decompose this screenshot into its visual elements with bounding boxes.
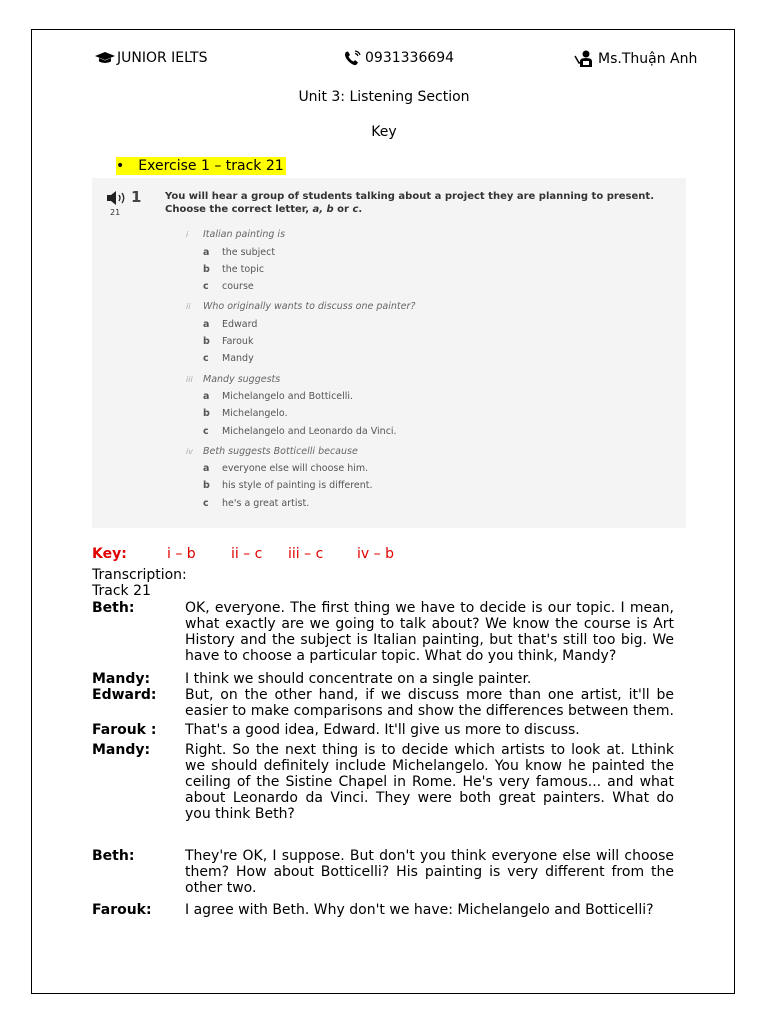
header-brand bbox=[95, 50, 207, 66]
key-answer-2: ii – c bbox=[231, 546, 263, 562]
option-iv-a: a everyone else will choose him. bbox=[203, 463, 369, 474]
key-answer-4: iv – b bbox=[357, 546, 394, 562]
track-label: Track 21 bbox=[92, 583, 151, 599]
speaker-name: Beth: bbox=[92, 600, 135, 616]
exercise-heading bbox=[116, 157, 286, 175]
key-answer-3: iii – c bbox=[288, 546, 324, 562]
instruction-line-1: You will hear a group of students talking about a project they are planning to present. bbox=[165, 191, 654, 202]
speaker-name: Mandy: bbox=[92, 671, 151, 687]
phone-icon bbox=[343, 50, 363, 66]
speaker-name: Beth: bbox=[92, 848, 135, 864]
option-ii-a: a Edward bbox=[203, 319, 258, 330]
graduation-cap-icon bbox=[95, 52, 115, 64]
exercise-number: 1 bbox=[131, 188, 142, 206]
track-number: 21 bbox=[110, 208, 121, 217]
page-subtitle: Key bbox=[371, 124, 397, 140]
question-iv: iv Beth suggests Botticelli because bbox=[186, 446, 358, 457]
book-excerpt bbox=[92, 178, 686, 528]
exercise-title: Exercise 1 – track 21 bbox=[138, 158, 284, 174]
option-iii-a: a Michelangelo and Botticelli. bbox=[203, 391, 354, 402]
option-iv-b: b his style of painting is different. bbox=[203, 480, 373, 491]
key-label: Key: bbox=[92, 546, 127, 562]
option-i-b: b the topic bbox=[203, 264, 265, 275]
teacher-name: Ms.Thuận Anh bbox=[598, 51, 698, 67]
header-teacher bbox=[574, 50, 697, 68]
option-ii-b: b Farouk bbox=[203, 336, 254, 347]
speaker-name: Farouk: bbox=[92, 902, 152, 918]
speaker-name: Farouk : bbox=[92, 722, 157, 738]
header-phone bbox=[343, 50, 454, 66]
transcription-label: Transcription: bbox=[92, 567, 187, 583]
instruction-line-2: Choose the correct letter, a, b or c. bbox=[165, 204, 363, 215]
question-ii: ii Who originally wants to discuss one painter? bbox=[186, 301, 416, 312]
speech-text: I agree with Beth. Why don't we have: Michelangelo and Botticelli? bbox=[185, 902, 654, 918]
speech-text: They're OK, I suppose. But don't you think everyone else will choose them? How about Botticelli? His painting is very different from the other two. bbox=[185, 848, 674, 896]
brand-label: JUNIOR IELTS bbox=[117, 50, 208, 66]
instructions bbox=[165, 190, 665, 216]
page-title: Unit 3: Listening Section bbox=[298, 89, 470, 105]
phone-number: 0931336694 bbox=[365, 50, 455, 66]
option-ii-c: c Mandy bbox=[203, 353, 254, 364]
speech-text: OK, everyone. The first thing we have to decide is our topic. I mean, what exactly are we going to talk about? We know the course is Art History and the subject is Italian painting, but that's still too big. We have to choose a particular topic. What do you think, Mandy? bbox=[185, 600, 674, 664]
question-i: i Italian painting is bbox=[186, 229, 286, 240]
speaker-name: Mandy: bbox=[92, 742, 151, 758]
speaker-name: Edward: bbox=[92, 687, 157, 703]
speech-text: That's a good idea, Edward. It'll give us more to discuss. bbox=[185, 722, 580, 738]
option-iv-c: c he's a great artist. bbox=[203, 498, 310, 509]
speaker-icon bbox=[106, 191, 128, 205]
exercise-highlight bbox=[116, 157, 286, 175]
speech-text: Right. So the next thing is to decide which artists to look at. Lthink we should definitely include Michelangelo. You know he painted the ceiling of the Sistine Chapel in Rome. He's very famous... and what about Leonardo da Vinci. They were both great painters. What do you think Beth? bbox=[185, 742, 674, 822]
option-i-c: c course bbox=[203, 281, 254, 292]
bullet-icon: • bbox=[116, 158, 125, 174]
question-iii: iii Mandy suggests bbox=[186, 374, 281, 385]
speech-text: I think we should concentrate on a single painter. bbox=[185, 671, 532, 687]
option-iii-c: c Michelangelo and Leonardo da Vinci. bbox=[203, 426, 397, 437]
option-i-a: a the subject bbox=[203, 247, 276, 258]
option-iii-b: b Michelangelo. bbox=[203, 408, 288, 419]
key-answer-1: i – b bbox=[167, 546, 196, 562]
teacher-icon bbox=[574, 50, 596, 68]
speech-text: But, on the other hand, if we discuss more than one artist, it'll be easier to make comparisons and show the differences between them. bbox=[185, 687, 675, 719]
